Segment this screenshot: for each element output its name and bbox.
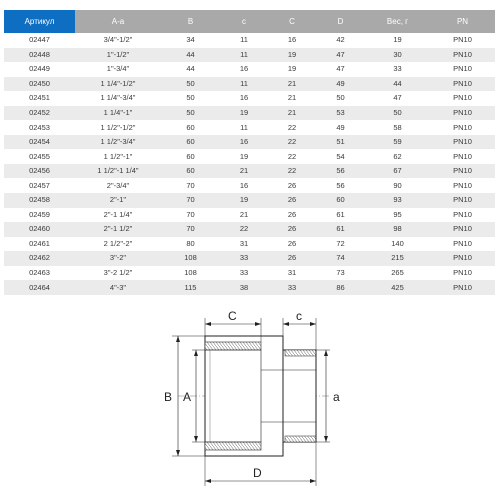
dim-label-c: c	[296, 309, 302, 323]
column-header: C	[268, 10, 316, 33]
table-cell: PN10	[430, 164, 495, 179]
table-cell: 95	[365, 208, 430, 223]
table-cell: 1 1/2"-1 1/4"	[75, 164, 161, 179]
column-header: A-a	[75, 10, 161, 33]
table-cell: 1"-1/2"	[75, 48, 161, 63]
table-cell: 93	[365, 193, 430, 208]
table-cell: 02464	[4, 280, 75, 295]
table-row	[4, 48, 495, 63]
table-cell: 1 1/2"-1"	[75, 149, 161, 164]
table-cell: 16	[220, 62, 268, 77]
table-cell: 86	[316, 280, 365, 295]
fitting-body-left	[205, 336, 283, 456]
table-cell: 3/4"-1/2"	[75, 33, 161, 48]
table-cell: 02453	[4, 120, 75, 135]
table-cell: 108	[161, 251, 220, 266]
table-cell: PN10	[430, 106, 495, 121]
table-cell: 02454	[4, 135, 75, 150]
table-cell: 73	[316, 266, 365, 281]
table-cell: 49	[316, 120, 365, 135]
fitting-drawing	[150, 306, 360, 496]
table-cell: 02452	[4, 106, 75, 121]
table-cell: 60	[161, 164, 220, 179]
fitting-body-right	[283, 350, 316, 442]
table-cell: 47	[316, 48, 365, 63]
table-cell: 33	[220, 251, 268, 266]
table-cell: 2"-1 1/4"	[75, 208, 161, 223]
table-cell: 108	[161, 266, 220, 281]
table-cell: 60	[316, 193, 365, 208]
table-cell: 02456	[4, 164, 75, 179]
table-cell: 33	[220, 266, 268, 281]
table-cell: 02449	[4, 62, 75, 77]
table-cell: PN10	[430, 237, 495, 252]
column-header: PN	[430, 10, 495, 33]
table-row	[4, 106, 495, 121]
table-cell: 1"-3/4"	[75, 62, 161, 77]
table-cell: PN10	[430, 48, 495, 63]
table-cell: 02462	[4, 251, 75, 266]
table-row	[4, 62, 495, 77]
table-cell: 02448	[4, 48, 75, 63]
table-cell: 19	[268, 48, 316, 63]
table-cell: 70	[161, 208, 220, 223]
table-cell: 22	[268, 120, 316, 135]
table-row	[4, 120, 495, 135]
table-cell: 2"-3/4"	[75, 178, 161, 193]
table-cell: 33	[365, 62, 430, 77]
table-cell: 44	[161, 62, 220, 77]
table-cell: 19	[365, 33, 430, 48]
table-cell: 44	[161, 48, 220, 63]
table-cell: 21	[220, 208, 268, 223]
table-cell: 53	[316, 106, 365, 121]
dim-label-B: B	[164, 390, 173, 404]
table-cell: 62	[365, 149, 430, 164]
table-cell: 31	[268, 266, 316, 281]
column-header: B	[161, 10, 220, 33]
table-cell: 16	[220, 91, 268, 106]
dim-label-D: D	[253, 466, 262, 480]
column-header: Артикул	[4, 10, 75, 33]
dim-label-A: A	[183, 390, 192, 404]
table-row	[4, 91, 495, 106]
table-header-row	[4, 10, 495, 33]
table-cell: 22	[268, 164, 316, 179]
table-cell: 58	[365, 120, 430, 135]
table-row	[4, 251, 495, 266]
table-cell: 140	[365, 237, 430, 252]
table-cell: 19	[220, 193, 268, 208]
table-cell: PN10	[430, 222, 495, 237]
table-cell: 22	[268, 135, 316, 150]
table-cell: PN10	[430, 208, 495, 223]
dim-label-a: a	[333, 390, 340, 404]
table-cell: 19	[268, 62, 316, 77]
table-row	[4, 222, 495, 237]
table-cell: 3"-2 1/2"	[75, 266, 161, 281]
table-cell: PN10	[430, 33, 495, 48]
table-cell: 21	[268, 106, 316, 121]
table-row	[4, 33, 495, 48]
table-cell: 98	[365, 222, 430, 237]
table-cell: PN10	[430, 266, 495, 281]
table-cell: 26	[268, 237, 316, 252]
table-cell: 2"-1 1/2"	[75, 222, 161, 237]
table-cell: 67	[365, 164, 430, 179]
table-row	[4, 178, 495, 193]
table-cell: 115	[161, 280, 220, 295]
table-cell: 2 1/2"-2"	[75, 237, 161, 252]
table-cell: 50	[316, 91, 365, 106]
table-cell: 38	[220, 280, 268, 295]
table-cell: 61	[316, 222, 365, 237]
table-cell: 02458	[4, 193, 75, 208]
table-cell: 02463	[4, 266, 75, 281]
table-row	[4, 266, 495, 281]
table-cell: 02455	[4, 149, 75, 164]
table-cell: 1 1/4"-3/4"	[75, 91, 161, 106]
table-row	[4, 77, 495, 92]
column-header: Вес, г	[365, 10, 430, 33]
table-cell: 11	[220, 33, 268, 48]
table-cell: 59	[365, 135, 430, 150]
table-cell: 02461	[4, 237, 75, 252]
table-cell: 80	[161, 237, 220, 252]
table-cell: PN10	[430, 62, 495, 77]
table-cell: 60	[161, 120, 220, 135]
table-cell: 30	[365, 48, 430, 63]
table-row	[4, 164, 495, 179]
table-cell: 50	[365, 106, 430, 121]
table-cell: 02450	[4, 77, 75, 92]
table-cell: PN10	[430, 280, 495, 295]
column-header: c	[220, 10, 268, 33]
table-cell: 33	[268, 280, 316, 295]
table-cell: 31	[220, 237, 268, 252]
table-cell: PN10	[430, 135, 495, 150]
table-cell: 4"-3"	[75, 280, 161, 295]
table-cell: 90	[365, 178, 430, 193]
table-cell: 1 1/2"-3/4"	[75, 135, 161, 150]
table-cell: 16	[220, 178, 268, 193]
table-cell: 21	[268, 77, 316, 92]
table-cell: 02457	[4, 178, 75, 193]
table-cell: PN10	[430, 149, 495, 164]
table-cell: 16	[220, 135, 268, 150]
table-row	[4, 237, 495, 252]
table-cell: 26	[268, 208, 316, 223]
table-cell: 50	[161, 77, 220, 92]
table-cell: 51	[316, 135, 365, 150]
table-cell: 02460	[4, 222, 75, 237]
table-cell: 19	[220, 149, 268, 164]
table-cell: 265	[365, 266, 430, 281]
table-cell: PN10	[430, 120, 495, 135]
table-cell: 21	[268, 91, 316, 106]
table-cell: 21	[220, 164, 268, 179]
spec-table	[4, 10, 495, 295]
table-cell: 74	[316, 251, 365, 266]
table-cell: 26	[268, 222, 316, 237]
table-row	[4, 208, 495, 223]
table-cell: 2"-1"	[75, 193, 161, 208]
table-row	[4, 280, 495, 295]
table-cell: 16	[268, 33, 316, 48]
dim-label-C: C	[228, 309, 237, 323]
table-row	[4, 149, 495, 164]
table-cell: 11	[220, 48, 268, 63]
table-cell: 72	[316, 237, 365, 252]
table-cell: 54	[316, 149, 365, 164]
table-cell: 02451	[4, 91, 75, 106]
table-cell: 50	[161, 91, 220, 106]
table-cell: 02447	[4, 33, 75, 48]
table-cell: 1 1/4"-1"	[75, 106, 161, 121]
table-cell: 49	[316, 77, 365, 92]
table-cell: 215	[365, 251, 430, 266]
column-header: D	[316, 10, 365, 33]
table-cell: 47	[365, 91, 430, 106]
table-cell: PN10	[430, 91, 495, 106]
table-cell: 47	[316, 62, 365, 77]
table-cell: 3"-2"	[75, 251, 161, 266]
table-row	[4, 193, 495, 208]
table-row	[4, 135, 495, 150]
table-cell: PN10	[430, 77, 495, 92]
table-cell: 26	[268, 193, 316, 208]
table-cell: 50	[161, 106, 220, 121]
table-cell: 70	[161, 193, 220, 208]
table-cell: 1 1/2"-1/2"	[75, 120, 161, 135]
table-cell: 60	[161, 135, 220, 150]
table-cell: PN10	[430, 178, 495, 193]
table-cell: 19	[220, 106, 268, 121]
table-cell: 02459	[4, 208, 75, 223]
table-cell: 22	[220, 222, 268, 237]
table-cell: 42	[316, 33, 365, 48]
table-cell: 56	[316, 164, 365, 179]
table-cell: 26	[268, 251, 316, 266]
table-cell: 26	[268, 178, 316, 193]
table-cell: 70	[161, 222, 220, 237]
table-cell: PN10	[430, 251, 495, 266]
table-cell: 425	[365, 280, 430, 295]
table-cell: PN10	[430, 193, 495, 208]
table-cell: 22	[268, 149, 316, 164]
table-cell: 70	[161, 178, 220, 193]
table-cell: 1 1/4"-1/2"	[75, 77, 161, 92]
table-cell: 11	[220, 77, 268, 92]
table-body	[4, 33, 495, 295]
table-cell: 61	[316, 208, 365, 223]
table-cell: 44	[365, 77, 430, 92]
table-cell: 56	[316, 178, 365, 193]
table-cell: 60	[161, 149, 220, 164]
table-cell: 34	[161, 33, 220, 48]
table-cell: 11	[220, 120, 268, 135]
